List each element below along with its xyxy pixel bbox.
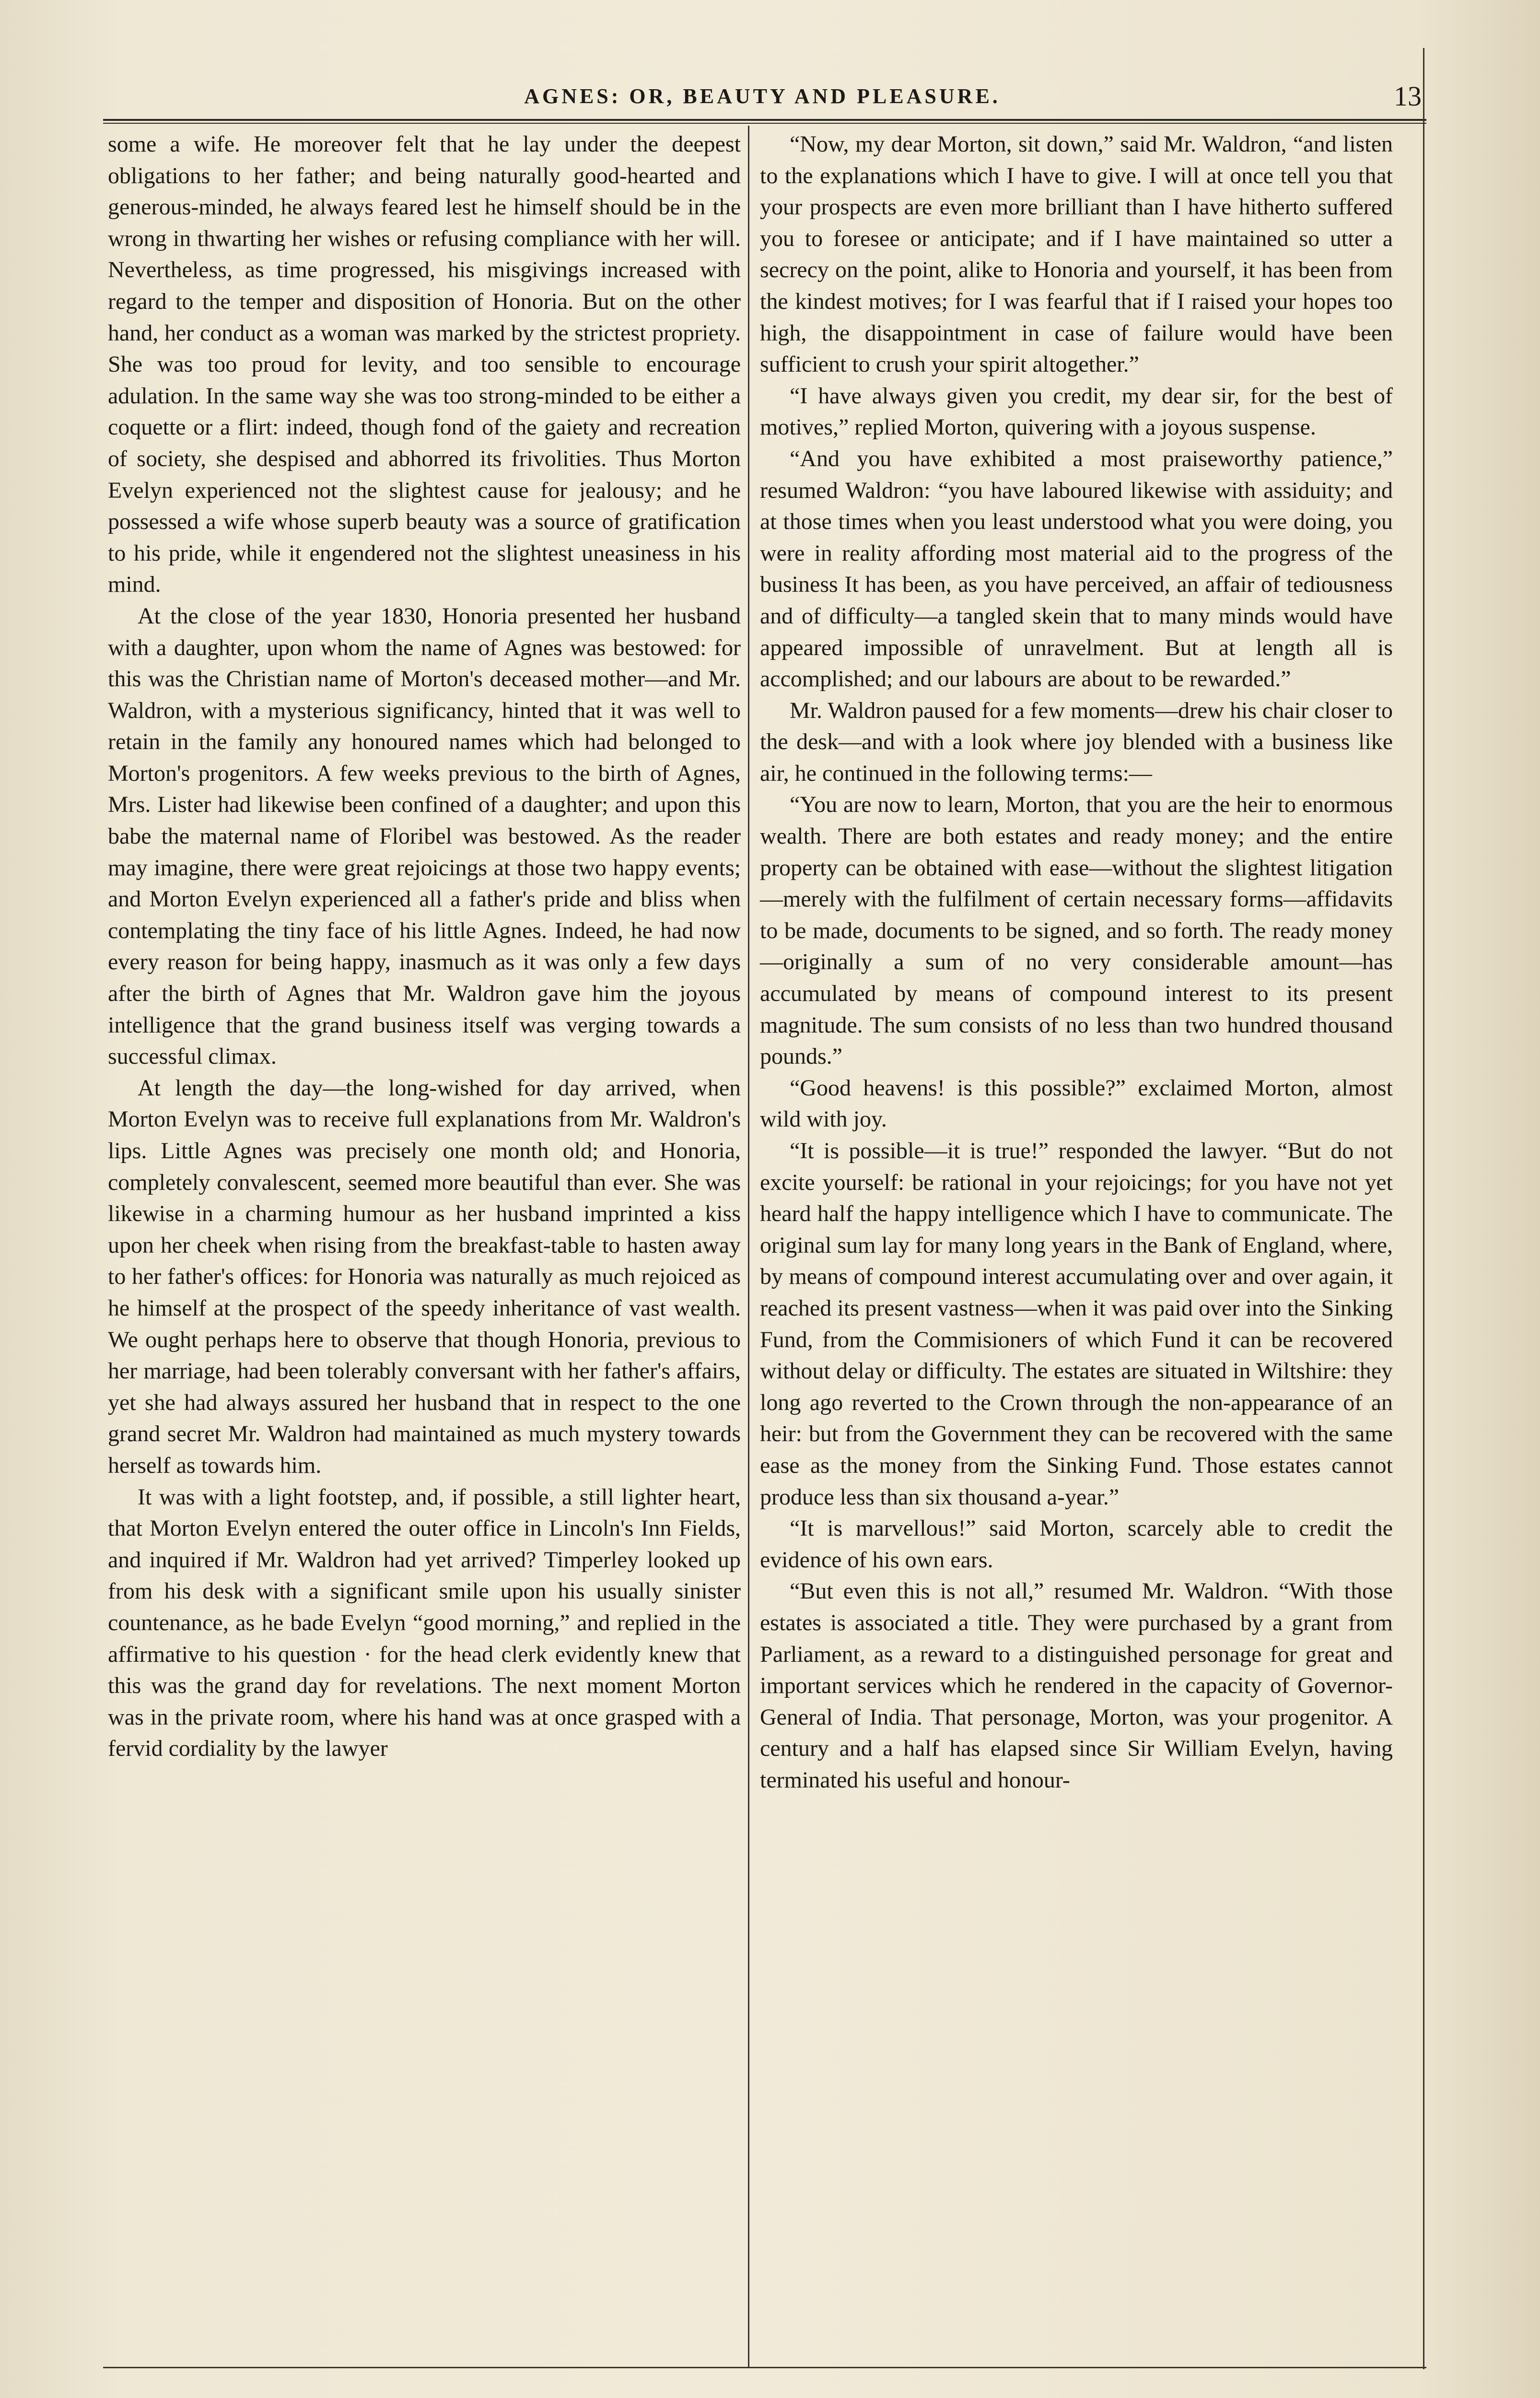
paragraph: some a wife. He moreover felt that he lay under the deepest obligations to her father; and being naturally good-hearted and generous-minded, he always feared lest he himself should be in the wrong in thwarting her wishes or refusing compliance with her will. Nevertheless, as time progressed, his misgivings increased with regard to the temper and disposition of Honoria. But on the other hand, her conduct as a woman was marked by the strictest propriety. She was too proud for levity, and too sensible to encourage adulation. In the same way she was too strong-minded to be either a coquette or a flirt: indeed, though fond of the gaiety and recreation of society, she despised and abhorred its frivolities. Thus Morton Evelyn experienced not the slightest cause for jealousy; and he possessed a wife whose superb beauty was a source of gratification to his pride, while it engendered not the slightest uneasiness in his mind. bbox=[108, 131, 741, 598]
paragraph: Mr. Waldron paused for a few moments—drew his chair closer to the desk—and with a look where joy blended with a business like air, he continued in the following terms:— bbox=[760, 697, 1393, 786]
paragraph: “But even this is not all,” resumed Mr. Waldron. “With those estates is associated a title. They were purchased by a grant from Parliament, as a reward to a distinguished personage for great and important services which he rendered in the capacity of Governor-General of India. That personage, Morton, was your progenitor. A century and a half has elapsed since Sir William Evelyn, having terminated his useful and honour- bbox=[760, 1578, 1393, 1793]
paragraph: It was with a light footstep, and, if possible, a still lighter heart, that Morton Evelyn entered the outer office in Lincoln's Inn Fields, and inquired if Mr. Waldron had yet arrived? Timperley looked up from his desk with a significant smile upon his usually sinister countenance, as he bade Evelyn “good morning,” and replied in the affirmative to his question · for the head clerk evidently knew that this was the grand day for revelations. The next moment Morton was in the private room, where his hand was at once grasped with a fervid cordiality by the lawyer bbox=[108, 1484, 741, 1762]
page-number: 13 bbox=[1394, 81, 1422, 112]
header-rule bbox=[103, 119, 1426, 124]
right-border-rule bbox=[1423, 48, 1424, 2369]
column-divider bbox=[748, 126, 749, 2368]
paragraph: At length the day—the long-wished for day arrived, when Morton Evelyn was to receive full explanations from Mr. Waldron's lips. Little Agnes was precisely one month old; and Honoria, completely convalescent, seemed more beautiful than ever. She was likewise in a charming humour as her husband imprinted a kiss upon her cheek when rising from the breakfast-table to hasten away to her father's offices: for Honoria was naturally as much rejoiced as he himself at the prospect of the speedy inheritance of vast wealth. We ought perhaps here to observe that though Honoria, previous to her marriage, had been tolerably conversant with her father's affairs, yet she had always assured her husband that in respect to the one grand secret Mr. Waldron had maintained as much mystery towards herself as towards him. bbox=[108, 1075, 741, 1478]
running-title: AGNES: OR, BEAUTY AND PLEASURE. bbox=[524, 84, 1001, 108]
paragraph: “And you have exhibited a most praiseworthy patience,” resumed Waldron: “you have laboured likewise with assiduity; and at those times when you least understood what you were doing, you were in reality affording most material aid to the progress of the business It has been, as you have perceived, an affair of tediousness and of difficulty—a tangled skein that to many minds would have appeared impossible of unravelment. But at length all is accomplished; and our labours are about to be rewarded.” bbox=[760, 446, 1393, 692]
footer-rule bbox=[103, 2367, 1426, 2368]
paragraph: “You are now to learn, Morton, that you are the heir to enormous wealth. There are both estates and ready money; and the entire property can be obtained with ease—without the slightest litigation—merely with the fulfilment of certain necessary forms—affidavits to be made, documents to be signed, and so forth. The ready money—originally a sum of no very considerable amount—has accumulated by means of compound interest to its present magnitude. The sum consists of no less than two hundred thousand pounds.” bbox=[760, 792, 1393, 1070]
left-column bbox=[108, 129, 741, 1764]
paragraph: “It is possible—it is true!” responded the lawyer. “But do not excite yourself: be rational in your rejoicings; for you have not yet heard half the happy intelligence which I have to communicate. The original sum lay for many long years in the Bank of England, where, by means of compound interest accumulating over and over again, it reached its present vastness—when it was paid over into the Sinking Fund, from the Commisioners of which Fund it can be recovered without delay or difficulty. The estates are situated in Wiltshire: they long ago reverted to the Crown through the non-appearance of an heir: but from the Government they can be recovered with the same ease as the money from the Sinking Fund. Those estates cannot produce less than six thousand a-year.” bbox=[760, 1138, 1393, 1510]
paragraph: “Now, my dear Morton, sit down,” said Mr. Waldron, “and listen to the explanations which I have to give. I will at once tell you that your prospects are even more brilliant than I have hitherto suffered you to foresee or anticipate; and if I have maintained so utter a secrecy on the point, alike to Honoria and yourself, it has been from the kindest motives; for I was fearful that if I raised your hopes too high, the disappointment in case of failure would have been sufficient to crush your spirit altogether.” bbox=[760, 131, 1393, 377]
running-header bbox=[103, 81, 1422, 118]
paragraph: “Good heavens! is this possible?” exclaimed Morton, almost wild with joy. bbox=[760, 1075, 1393, 1132]
paragraph: “I have always given you credit, my dear sir, for the best of motives,” replied Morton, quivering with a joyous suspense. bbox=[760, 383, 1393, 440]
right-column bbox=[760, 129, 1393, 1796]
paragraph: At the close of the year 1830, Honoria presented her husband with a daughter, upon whom the name of Agnes was bestowed: for this was the Christian name of Morton's deceased mother—and Mr. Waldron, with a mysterious significancy, hinted that it was well to retain in the family any honoured names which had belonged to Morton's progenitors. A few weeks previous to the birth of Agnes, Mrs. Lister had likewise been confined of a daughter; and upon this babe the maternal name of Floribel was bestowed. As the reader may imagine, there were great rejoicings at those two happy events; and Morton Evelyn experienced all a father's pride and bliss when contemplating the tiny face of his little Agnes. Indeed, he had now every reason for being happy, inasmuch as it was only a few days after the birth of Agnes that Mr. Waldron gave him the joyous intelligence that the grand business itself was verging towards a successful climax. bbox=[108, 603, 741, 1070]
paragraph: “It is marvellous!” said Morton, scarcely able to credit the evidence of his own ears. bbox=[760, 1516, 1393, 1573]
